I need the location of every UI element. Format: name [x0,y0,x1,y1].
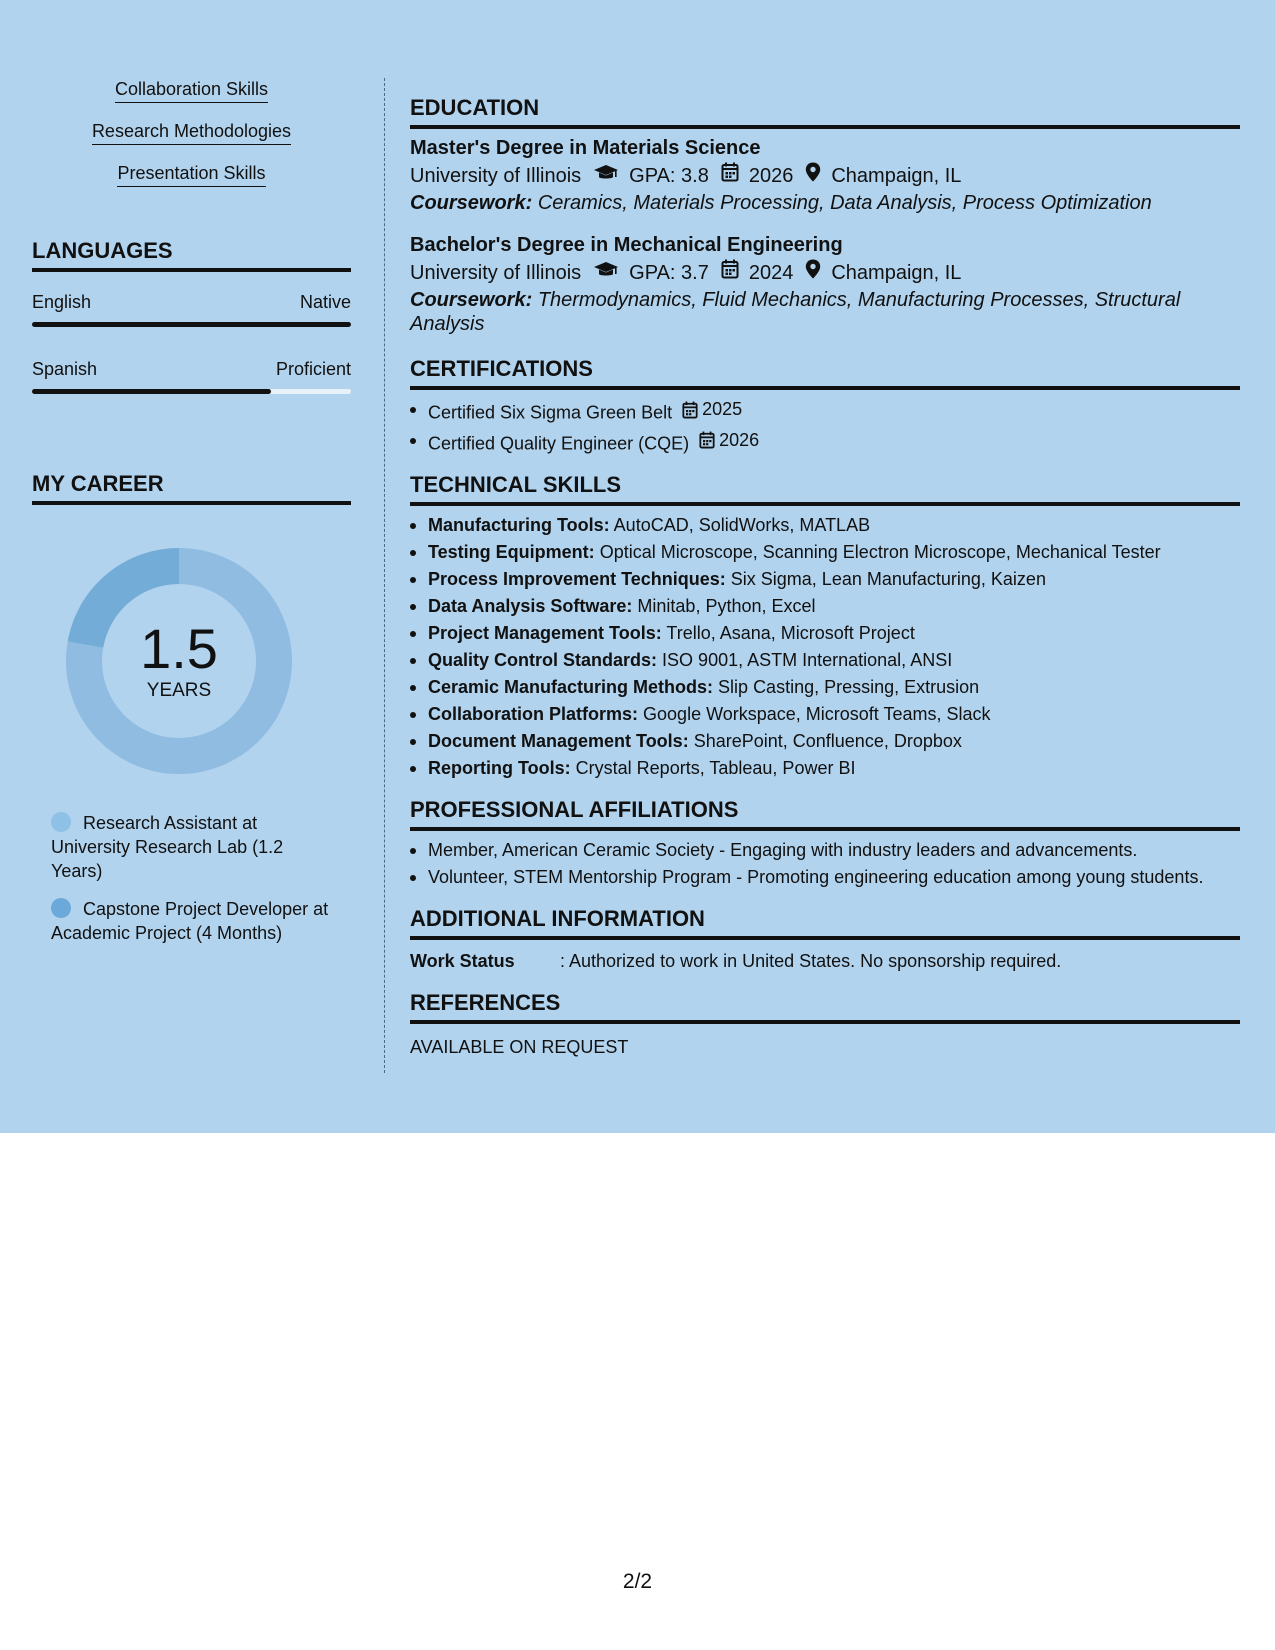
skill-link[interactable]: Research Methodologies [92,120,291,145]
school-location: Champaign, IL [831,262,962,284]
references-heading: REFERENCES [410,989,1240,1024]
skill-label: Collaboration Platforms: [428,704,639,724]
work-status-label: Work Status [410,951,515,971]
affiliation-item: Member, American Ceramic Society - Engaging with industry leaders and advancements. [410,837,1240,864]
calendar-icon [699,431,715,449]
career-item [51,897,331,945]
career-item [51,811,331,883]
skill-label: Testing Equipment: [428,542,595,562]
languages-heading: LANGUAGES [32,237,351,272]
career-dot-icon [51,812,71,832]
certification-name: Certified Six Sigma Green Belt [428,402,673,423]
skill-item [410,728,1240,755]
skill-item [410,620,1240,647]
skill-item [410,539,1240,566]
skill-value: Minitab, Python, Excel [637,596,816,616]
certifications-list [410,396,1240,457]
work-status-value: : Authorized to work in United States. No sponsorship required. [560,951,1062,971]
language-bar [32,322,351,327]
degree-title: Master's Degree in Materials Science [410,137,761,159]
skill-item [410,755,1240,782]
technical-skills-list [410,512,1240,782]
school-location: Champaign, IL [831,165,962,187]
coursework-label: Coursework: [410,192,533,214]
certification-year: 2026 [719,429,760,450]
skill-value: Optical Microscope, Scanning Electron Microscope, Mechanical Tester [599,542,1161,562]
skill-label: Quality Control Standards: [428,650,658,670]
language-name: English [32,292,92,312]
left-column [32,78,351,959]
additional-info-heading: ADDITIONAL INFORMATION [410,905,1240,940]
column-divider [384,78,385,1073]
career-item-text: Research Assistant at University Research Lab (1.2 Years) [51,813,284,881]
career-heading: MY CAREER [32,470,351,505]
certification-item [410,396,1240,427]
education-entry [410,135,1240,215]
skill-value: AutoCAD, SolidWorks, MATLAB [613,515,871,535]
graduation-year: 2024 [748,262,794,284]
gpa-value: GPA: 3.7 [629,262,709,284]
skill-value: Trello, Asana, Microsoft Project [666,623,915,643]
affiliations-heading: PROFESSIONAL AFFILIATIONS [410,796,1240,831]
career-total-years: 1.5 [140,617,218,680]
language-bar-fill [32,322,351,327]
location-pin-icon [805,258,821,288]
calendar-icon [721,161,739,191]
skill-link[interactable]: Collaboration Skills [115,78,268,103]
language-level: Native [299,292,351,312]
skill-value: SharePoint, Confluence, Dropbox [693,731,962,751]
work-status-row [410,949,1240,973]
career-donut-chart [65,547,293,775]
skill-link[interactable]: Presentation Skills [117,162,265,187]
certification-year: 2025 [702,399,743,419]
certification-item [410,427,1240,458]
career-unit: YEARS [146,680,212,701]
gpa-value: GPA: 3.8 [629,165,709,187]
language-english [32,290,351,327]
coursework-list: Thermodynamics, Fluid Mechanics, Manufacturing Processes, Structural Analysis [410,289,1181,335]
coursework-list: Ceramics, Materials Processing, Data Analysis, Process Optimization [537,192,1152,214]
skill-value: Six Sigma, Lean Manufacturing, Kaizen [730,569,1046,589]
skill-item [410,674,1240,701]
right-column [410,94,1240,1059]
skill-item [410,647,1240,674]
skill-item [410,566,1240,593]
skill-label: Data Analysis Software: [428,596,633,616]
graduation-year: 2026 [748,165,794,187]
skill-label: Project Management Tools: [428,623,662,643]
references-text: AVAILABLE ON REQUEST [410,1037,629,1057]
skill-value: ISO 9001, ASTM International, ANSI [662,650,953,670]
affiliations-list [410,837,1240,891]
calendar-icon [721,258,739,288]
skill-label: Reporting Tools: [428,758,571,778]
graduation-cap-icon [593,258,619,288]
skill-label: Process Improvement Techniques: [428,569,726,589]
soft-skills-list [32,78,351,204]
skill-label: Ceramic Manufacturing Methods: [428,677,714,697]
language-spanish [32,357,351,394]
technical-skills-heading: TECHNICAL SKILLS [410,471,1240,506]
career-dot-icon [51,898,71,918]
career-item-text: Capstone Project Developer at Academic Project (4 Months) [51,899,329,943]
skill-value: Google Workspace, Microsoft Teams, Slack [643,704,991,724]
certification-name: Certified Quality Engineer (CQE) [428,433,690,453]
school-name: University of Illinois [410,262,582,284]
language-name: Spanish [32,359,98,379]
graduation-cap-icon [593,161,619,191]
skill-value: Slip Casting, Pressing, Extrusion [718,677,980,697]
page-number: 2/2 [622,1570,653,1593]
affiliation-item: Volunteer, STEM Mentorship Program - Promoting engineering education among young students. [410,864,1240,891]
career-list [51,811,331,945]
language-level: Proficient [275,359,351,379]
skill-value: Crystal Reports, Tableau, Power BI [575,758,856,778]
school-name: University of Illinois [410,165,582,187]
certifications-heading: CERTIFICATIONS [410,355,1240,390]
language-bar-fill [32,389,271,394]
skill-item [410,512,1240,539]
skill-label: Document Management Tools: [428,731,689,751]
location-pin-icon [805,161,821,191]
education-heading: EDUCATION [410,94,1240,129]
degree-title: Bachelor's Degree in Mechanical Engineering [410,234,843,256]
skill-item [410,701,1240,728]
skill-label: Manufacturing Tools: [428,515,610,535]
language-bar [32,389,351,394]
education-entry [410,232,1240,336]
calendar-icon [682,401,698,419]
coursework-label: Coursework: [410,289,533,311]
skill-item [410,593,1240,620]
